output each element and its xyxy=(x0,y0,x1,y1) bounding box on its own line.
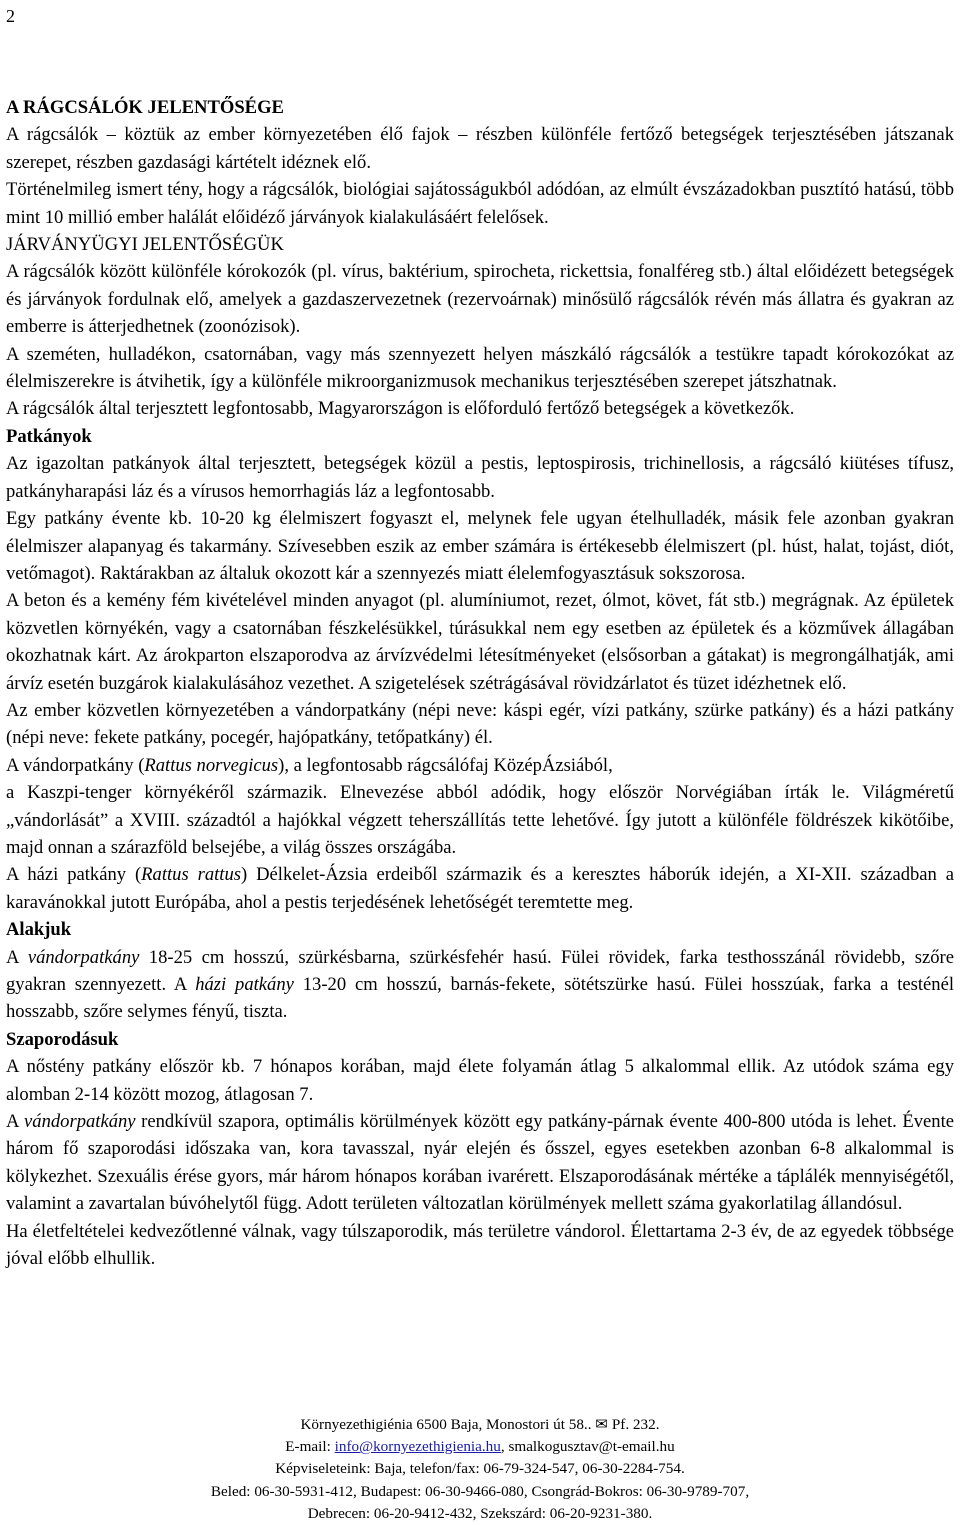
section2-paragraph-1: Az igazoltan patkányok által terjesztett, betegségek közül a pestis, leptospirosis, trichinellosis, a rágcsáló kiütéses tífusz, patkányharapási láz és a vírusos hemorrhagiás láz a legfontosabb. xyxy=(6,453,954,502)
section4-paragraph-2 xyxy=(6,1108,954,1218)
section2-paragraph-4: Az ember közvetlen környezetében a vándorpatkány (népi neve: káspi egér, vízi patkány, szürke patkány) és a házi patkány (népi neve: fekete patkány, pocegér, hajópatkány, tetőpatkány) él. xyxy=(6,699,954,749)
footer-offices-line-3: Debrecen: 06-20-9412-432, Szekszárd: 06-20-9231-380. xyxy=(307,1504,653,1522)
s3-text-a: A xyxy=(6,946,28,968)
p5-text-a: A vándorpatkány ( xyxy=(6,754,145,776)
page-number: 2 xyxy=(6,6,15,26)
section-heading-patkanyok: Patkányok xyxy=(6,425,92,447)
footer-email-rest: , smalkogusztav@t-email.hu xyxy=(500,1438,675,1456)
footer xyxy=(6,1414,954,1525)
p6-text-a: A házi patkány ( xyxy=(6,864,142,886)
section2-paragraph-2: Egy patkány évente kb. 10-20 kg élelmiszert fogyaszt el, melynek fele ugyan ételhulladék, másik fele azonban gyakran élelmiszer alapanyag és takarmány. Szívesebben eszik az ember számára is értékesebb élelmiszert (pl. húst, halat, tojást, diót, vetőmagot). Raktárakban az általuk okozott kár a szennyezés miatt élelemfogyasztásuk sokszorosa. xyxy=(6,508,954,584)
footer-offices-line-2: Beled: 06-30-5931-412, Budapest: 06-30-9466-080, Csongrád-Bokros: 06-30-9789-707, xyxy=(210,1482,750,1500)
footer-email-link[interactable]: info@kornyezethigienia.hu xyxy=(334,1438,501,1456)
s4-italic-1: vándorpatkány xyxy=(24,1111,136,1133)
section-heading-jarvanyugyi: JÁRVÁNYÜGYI JELENTŐSÉGÜK xyxy=(6,234,284,256)
footer-offices-line-1: Képviseleteink: Baja, telefon/fax: 06-79-324-547, 06-30-2284-754. xyxy=(275,1460,685,1478)
p6-species-name: Rattus rattus xyxy=(141,864,242,886)
section-heading-szaporodasuk: Szaporodásuk xyxy=(6,1028,119,1050)
p5-text-b: ), a legfontosabb rágcsálófaj KözépÁzsiából, xyxy=(278,754,613,776)
s4-text-a: A xyxy=(6,1111,25,1133)
footer-email-line xyxy=(6,1436,954,1458)
section2-paragraph-5-cont: a Kaszpi-tenger környékéről származik. Elnevezése abból adódik, hogy először Norvégiában írták le. Világméretű „vándorlását” a XVIII. századtól a hajókkal végzett teherszállítás tette lehetővé. Így jutott a különféle földrészek kikötőibe, majd onnan a szárazföld belsejébe, a világ összes országába. xyxy=(6,782,954,858)
section2-paragraph-5 xyxy=(6,752,954,779)
section1-paragraph-2: A szeméten, hulladékon, csatornában, vagy más szennyezett helyen mászkáló rágcsálók a testükre tapadt kórokozókat az élelmiszerekre is átvihetik, így a különféle mikroorganizmusok mechanikus terjesztésében szerepet játszhatnak. xyxy=(6,343,954,393)
p5-species-name: Rattus norvegicus xyxy=(144,754,279,776)
footer-address: Környezethigiénia 6500 Baja, Monostori út 58.. ✉ Pf. 232. xyxy=(300,1416,660,1433)
section2-paragraph-6 xyxy=(6,861,954,916)
s3-text-c: 13-20 cm hosszú, barnás-fekete, sötétszürke hasú. Fülei hosszúak, farka a testénél hosszabb, szőre selymes fényű, tiszta. xyxy=(6,974,954,1023)
section2-paragraph-3: A beton és a kemény fém kivételével minden anyagot (pl. alumíniumot, rezet, ólmot, követ, fát stb.) megrágnak. Az épületek közvetlen környékén, vagy a csatornában fészkelésükkel, túrásukkal nem egy esetben az épületek és a közművek állagában okozhatnak kárt. Az árokparton elszaporodva az árvízvédelmi létesítményeket (elsősorban a gátakat) is megrongálhatják, ami árvíz esetén buzgárok kialakulásához vezethet. A szigetelések szétrágásával rövidzárlatot és tüzet idézhetnek elő. xyxy=(6,590,954,694)
intro-paragraph-2: Történelmileg ismert tény, hogy a rágcsálók, biológiai sajátosságukból adódóan, az elmúlt évszázadokban pusztító hatású, több mint 10 millió ember halálát előidéző járványok kialakulásáért felelősek. xyxy=(6,179,954,228)
section1-paragraph-1: A rágcsálók között különféle kórokozók (pl. vírus, baktérium, spirocheta, rickettsia, fonalféreg stb.) által előidézett betegségek és járványok fordulnak elő, amelyek a gazdaszervezetnek (rezervoárnak) minősülő rágcsálók révén más állatra és gyakran az emberre is átterjedhetnek (zoonózisok). xyxy=(6,261,954,338)
title: A RÁGCSÁLÓK JELENTŐSÉGE xyxy=(6,97,284,118)
document-body xyxy=(6,94,954,1272)
section-heading-alakjuk: Alakjuk xyxy=(6,919,72,941)
footer-email-label: E-mail: xyxy=(285,1438,335,1456)
section4-paragraph-3: Ha életfeltételei kedvezőtlenné válnak, vagy túlszaporodik, más területre vándorol. Élettartama 2-3 év, de az egyedek többsége jóval előbb elhullik. xyxy=(6,1220,954,1270)
s3-text-b: 18-25 cm hosszú, szürkésbarna, szürkésfehér hasú. Fülei rövidek, farka testhosszánál rövidebb, szőre gyakran szennyezett. A xyxy=(6,946,954,995)
s4-text-b: rendkívül szapora, optimális körülmények között egy patkány-párnak évente 400-800 utóda is lehet. Évente három fő szaporodási időszaka van, kora tavasszal, nyár elején és ősszel, egyes esetekben azonban 6-8 alkalommal is kölykezhet. Szexuális érése gyors, már három hónapos korában ivarérett. Elszaporodásának mértéke a táplálék mennyiségétől, valamint a zavartalan búvóhelytől függ. Adott területen változatlan körülmények mellett száma gyakorlatilag állandósul. xyxy=(6,1111,954,1215)
intro-paragraph-1: A rágcsálók – köztük az ember környezetében élő fajok – részben különféle fertőző betegségek terjesztésében játszanak szerepet, részben gazdasági kártételt idéznek elő. xyxy=(6,124,954,173)
section1-paragraph-3: A rágcsálók által terjesztett legfontosabb, Magyarországon is előforduló fertőző betegségek a következők. xyxy=(6,398,795,420)
section3-paragraph xyxy=(6,944,954,1026)
p6-text-b: ) Délkelet-Ázsia erdeiből származik és a keresztes háborúk idején, a XI-XII. században a karavánokkal jutott Európába, ahol a pestis terjedésének lehetőségét teremtette meg. xyxy=(6,864,955,913)
s3-italic-1: vándorpatkány xyxy=(27,946,140,968)
section4-paragraph-1: A nőstény patkány először kb. 7 hónapos korában, majd élete folyamán átlag 5 alkalommal ellik. Az utódok száma egy alomban 2-14 között mozog, átlagosan 7. xyxy=(6,1056,954,1105)
s3-italic-2: házi patkány xyxy=(195,974,294,995)
